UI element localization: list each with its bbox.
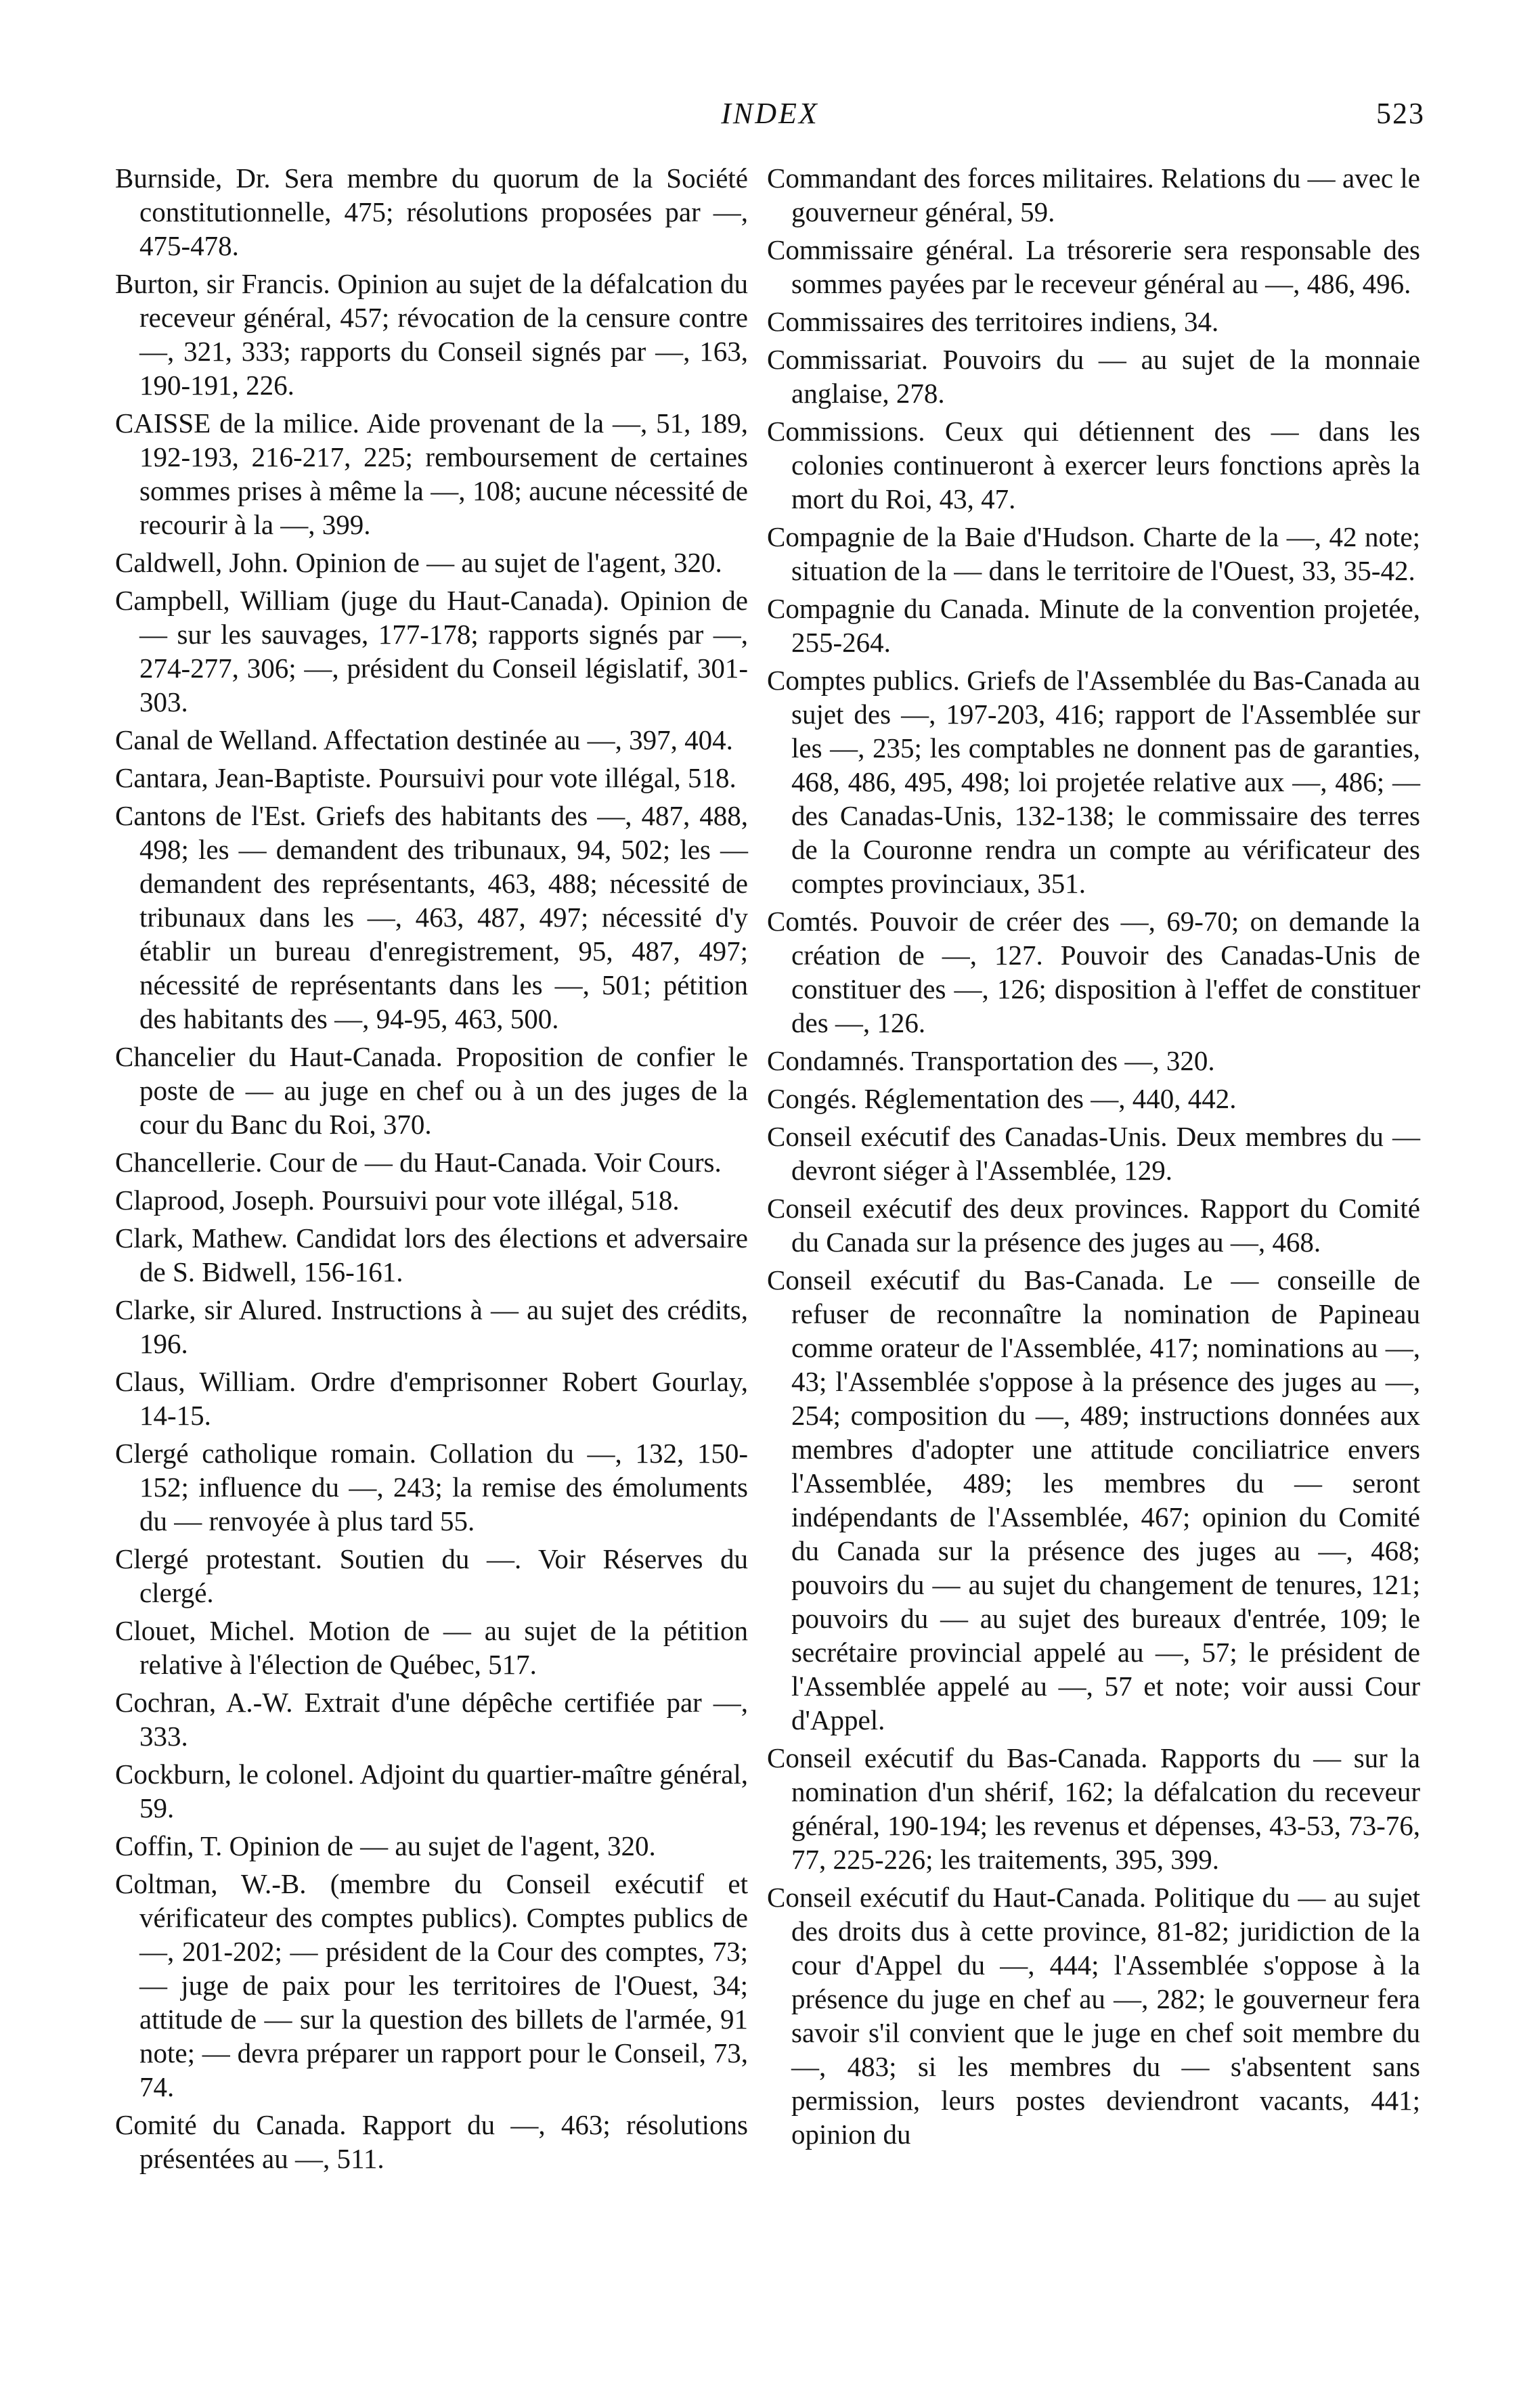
index-entry: Claus, William. Ordre d'emprisonner Robert Gourlay, 14-15. bbox=[115, 1366, 748, 1431]
index-entry: Coltman, W.-B. (membre du Conseil exécutif et vérificateur des comptes publics). Comptes publics de —, 201-202; — président de la Cour des comptes, 73; — juge de paix pour les territoires de l'Ouest, 34; attitude de — sur la question des billets de l'armée, 91 note; — devra préparer un rapport pour le Conseil, 73, 74. bbox=[115, 1868, 748, 2102]
index-entry: Cockburn, le colonel. Adjoint du quartier-maître général, 59. bbox=[115, 1759, 748, 1823]
page-number: 523 bbox=[1376, 97, 1425, 130]
index-entry: Compagnie de la Baie d'Hudson. Charte de la —, 42 note; situation de la — dans le territoire de l'Ouest, 33, 35-42. bbox=[767, 521, 1420, 586]
index-column-right bbox=[767, 161, 1420, 2155]
index-entry: Clouet, Michel. Motion de — au sujet de la pétition relative à l'élection de Québec, 517. bbox=[115, 1615, 748, 1680]
index-entry: Chancelier du Haut-Canada. Proposition de confier le poste de — au juge en chef ou à un des juges de la cour du Banc du Roi, 370. bbox=[115, 1041, 748, 1140]
index-entry: Comtés. Pouvoir de créer des —, 69-70; on demande la création de —, 127. Pouvoir des Canadas-Unis de constituer des —, 126; disposition à l'effet de constituer des —, 126. bbox=[767, 906, 1420, 1038]
index-entry: CAISSE de la milice. Aide provenant de la —, 51, 189, 192-193, 216-217, 225; remboursement de certaines sommes prises à même la —, 108; aucune nécessité de recourir à la —, 399. bbox=[115, 407, 748, 540]
index-entry: Commissaire général. La trésorerie sera responsable des sommes payées par le receveur général au —, 486, 496. bbox=[767, 234, 1420, 299]
index-entry: Clark, Mathew. Candidat lors des élections et adversaire de S. Bidwell, 156-161. bbox=[115, 1222, 748, 1287]
index-entry: Conseil exécutif des Canadas-Unis. Deux membres du — devront siéger à l'Assemblée, 129. bbox=[767, 1121, 1420, 1186]
page-header bbox=[115, 96, 1425, 137]
index-column-left bbox=[115, 161, 748, 2180]
index-entry: Compagnie du Canada. Minute de la convention projetée, 255-264. bbox=[767, 593, 1420, 658]
index-entry: Coffin, T. Opinion de — au sujet de l'agent, 320. bbox=[115, 1830, 656, 1861]
index-entry: Cochran, A.-W. Extrait d'une dépêche certifiée par —, 333. bbox=[115, 1687, 748, 1752]
index-entry: Canal de Welland. Affectation destinée au —, 397, 404. bbox=[115, 724, 733, 755]
index-entry: Burton, sir Francis. Opinion au sujet de la défalcation du receveur général, 457; révocation de la censure contre —, 321, 333; rapports du Conseil signés par —, 163, 190-191, 226. bbox=[115, 268, 748, 401]
index-entry: Clergé protestant. Soutien du —. Voir Réserves du clergé. bbox=[115, 1543, 748, 1608]
index-entry: Cantons de l'Est. Griefs des habitants des —, 487, 488, 498; les — demandent des tribunaux, 94, 502; les — demandent des représentants, 463, 488; nécessité de tribunaux dans les —, 463, 487, 497; nécessité d'y établir un bureau d'enregistrement, 95, 487, 497; nécessité de représentants dans les —, 501; pétition des habitants des —, 94-95, 463, 500. bbox=[115, 800, 748, 1034]
index-entry: Commissions. Ceux qui détiennent des — dans les colonies continueront à exercer leurs fonctions après la mort du Roi, 43, 47. bbox=[767, 416, 1420, 514]
index-entry: Commissaires des territoires indiens, 34. bbox=[767, 306, 1219, 337]
index-entry: Burnside, Dr. Sera membre du quorum de la Société constitutionnelle, 475; résolutions proposées par —, 475-478. bbox=[115, 162, 748, 261]
index-entry: Comité du Canada. Rapport du —, 463; résolutions présentées au —, 511. bbox=[115, 2109, 748, 2174]
index-entry: Chancellerie. Cour de — du Haut-Canada. Voir Cours. bbox=[115, 1147, 722, 1178]
running-head: INDEX bbox=[721, 97, 819, 130]
index-entry: Conseil exécutif des deux provinces. Rapport du Comité du Canada sur la présence des juges au —, 468. bbox=[767, 1193, 1420, 1258]
index-entry: Commandant des forces militaires. Relations du — avec le gouverneur général, 59. bbox=[767, 162, 1420, 227]
index-entry: Claprood, Joseph. Poursuivi pour vote illégal, 518. bbox=[115, 1185, 680, 1216]
index-entry: Campbell, William (juge du Haut-Canada). Opinion de — sur les sauvages, 177-178; rapports signés par —, 274-277, 306; —, président du Conseil législatif, 301-303. bbox=[115, 585, 748, 717]
index-entry: Commissariat. Pouvoirs du — au sujet de la monnaie anglaise, 278. bbox=[767, 344, 1420, 409]
index-entry: Conseil exécutif du Haut-Canada. Politique du — au sujet des droits dus à cette province, 81-82; juridiction de la cour d'Appel du —, 444; l'Assemblée s'oppose à la présence du juge en chef au —, 282; le gouverneur fera savoir s'il convient que le juge en chef soit membre du —, 483; si les membres du — s'absentent sans permission, leurs postes deviendront vacants, 441; opinion du bbox=[767, 1882, 1420, 2150]
index-entry: Conseil exécutif du Bas-Canada. Le — conseille de refuser de reconnaître la nomination de Papineau comme orateur de l'Assemblée, 417; nominations au —, 43; l'Assemblée s'oppose à la présence des juges au —, 254; composition du —, 489; instructions données aux membres d'adopter une attitude conciliatrice envers l'Assemblée, 489; les membres du — seront indépendants de l'Assemblée, 467; opinion du Comité du Canada sur la présence des juges au —, 468; pouvoirs du — au sujet du changement de tenures, 121; pouvoirs du — au sujet des bureaux d'entrée, 109; le secrétaire provincial appelé au —, 57; le président de l'Assemblée appelé au —, 57 et note; voir aussi Cour d'Appel. bbox=[767, 1264, 1420, 1735]
index-entry: Comptes publics. Griefs de l'Assemblée du Bas-Canada au sujet des —, 197-203, 416; rapport de l'Assemblée sur les —, 235; les comptables ne donnent pas de garanties, 468, 486, 495, 498; loi projetée relative aux —, 486; — des Canadas-Unis, 132-138; le commissaire des terres de la Couronne rendra un compte au vérificateur des comptes provinciaux, 351. bbox=[767, 665, 1420, 899]
index-entry: Congés. Réglementation des —, 440, 442. bbox=[767, 1083, 1237, 1114]
index-entry: Conseil exécutif du Bas-Canada. Rapports du — sur la nomination d'un shérif, 162; la défalcation du receveur général, 190-194; les revenus et dépenses, 43-53, 73-76, 77, 225-226; les traitements, 395, 399. bbox=[767, 1742, 1420, 1875]
index-entry: Caldwell, John. Opinion de — au sujet de l'agent, 320. bbox=[115, 547, 722, 578]
index-entry: Condamnés. Transportation des —, 320. bbox=[767, 1045, 1215, 1076]
index-entry: Clarke, sir Alured. Instructions à — au sujet des crédits, 196. bbox=[115, 1294, 748, 1359]
index-entry: Clergé catholique romain. Collation du —, 132, 150-152; influence du —, 243; la remise des émoluments du — renvoyée à plus tard 55. bbox=[115, 1438, 748, 1536]
index-entry: Cantara, Jean-Baptiste. Poursuivi pour vote illégal, 518. bbox=[115, 762, 736, 793]
